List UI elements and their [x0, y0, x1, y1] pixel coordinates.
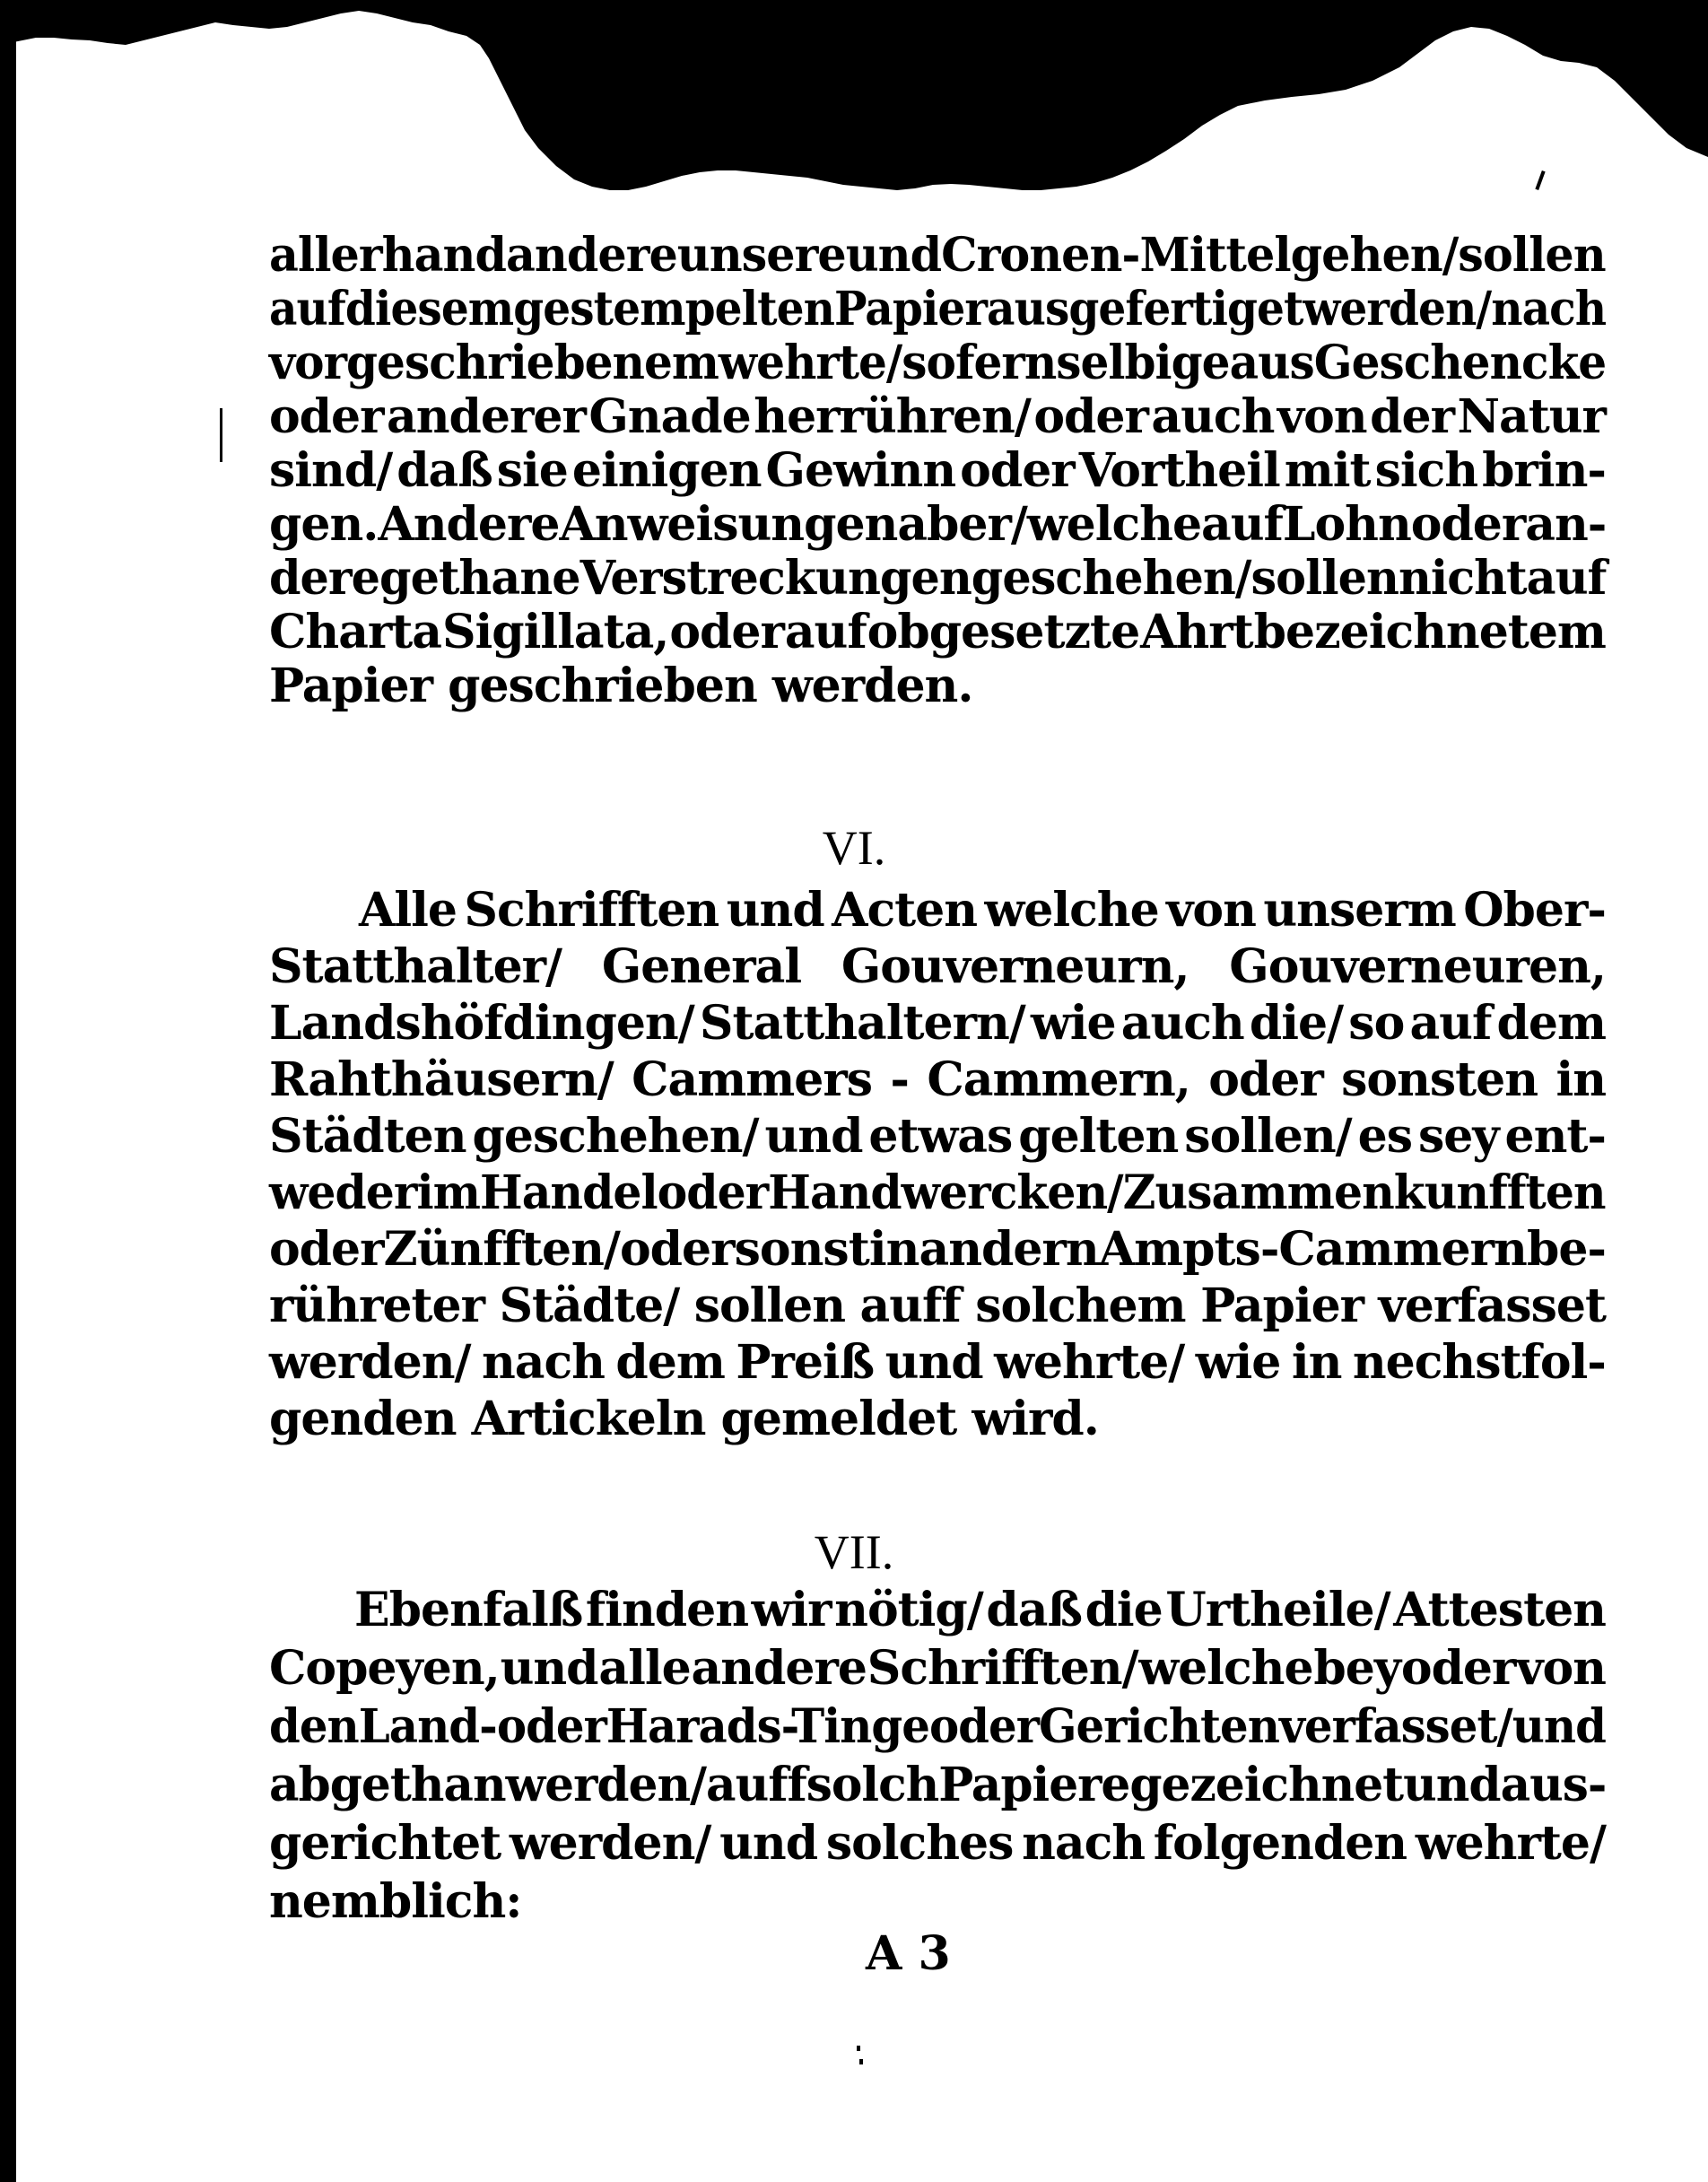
text-line: den Land- oder Harads-Tinge oder Gerichten verfasset/ und: [269, 1699, 1606, 1754]
text-line: weder im Handel oder Handwercken/ Zusammenkunfften: [269, 1165, 1606, 1220]
torn-page-top-damage: [0, 0, 1708, 215]
text-line: genden Artickeln gemeldet wird.: [269, 1392, 1099, 1446]
text-line: auf diesem gestempelten Papier ausgefertiget werden/ nach: [269, 282, 1607, 336]
text-line: allerhand andere unsere und Cronen-Mittel gehen/ sollen: [269, 228, 1606, 283]
text-line: Städten geschehen/ und etwas gelten sollen/ es sey ent-: [269, 1109, 1606, 1164]
signature-mark: A 3: [866, 1926, 951, 1981]
text-line: rühreter Städte/ sollen auff solchem Papier verfasset: [269, 1279, 1606, 1333]
text-line: oder Zünfften/ oder sonst in andern Ampts-Cammern be-: [269, 1222, 1606, 1277]
text-line: Charta Sigillata, oder auf obgesetzte Ahrt bezeichnetem: [269, 605, 1606, 659]
text-line: Ebenfalß finden wir nötig/ daß die Urtheile/ Attesten: [354, 1583, 1606, 1637]
text-line: abgethan werden/ auff solch Papiere gezeichnet und aus-: [269, 1758, 1607, 1812]
section-numeral-vii: VII.: [814, 1525, 894, 1579]
text-line: Papier geschrieben werden.: [269, 659, 973, 713]
text-line: gerichtet werden/ und solches nach folgenden wehrte/: [269, 1816, 1606, 1871]
text-line: werden/ nach dem Preiß und wehrte/ wie in nechstfol-: [269, 1335, 1606, 1390]
text-line: nemblich:: [269, 1874, 522, 1929]
text-line: sind/ daß sie einigen Gewinn oder Vortheil mit sich brin-: [269, 443, 1606, 498]
text-line: Alle Schrifften und Acten welche von unserm Ober-: [359, 883, 1606, 938]
text-line: Rahthäusern/ Cammers - Cammern, oder sonsten in: [269, 1052, 1606, 1107]
text-line: Statthalter/ General Gouverneurn, Gouverneuren,: [269, 939, 1606, 994]
scan-speck: [857, 2046, 860, 2051]
text-line: gen. Andere Anweisungen aber/ welche auf Lohn oder an-: [269, 497, 1607, 552]
text-line: oder anderer Gnade herrühren/ oder auch von der Natur: [269, 389, 1606, 444]
scan-speck: [859, 2059, 863, 2064]
page-left-edge-shadow: [0, 36, 16, 2182]
text-line: Landshöfdingen/ Statthaltern/ wie auch die/ so auf dem: [269, 996, 1606, 1051]
text-line: Copeyen, und alle andere Schrifften/ welche bey oder von: [269, 1641, 1606, 1696]
text-line: vorgeschriebenem wehrte / so fern selbige aus Geschencke: [269, 336, 1607, 390]
text-line: dere gethane Verstreckungen geschehen/ sollen nicht auf: [269, 551, 1607, 606]
section-numeral-vi: VI.: [822, 821, 886, 875]
scan-speck: [220, 408, 222, 462]
